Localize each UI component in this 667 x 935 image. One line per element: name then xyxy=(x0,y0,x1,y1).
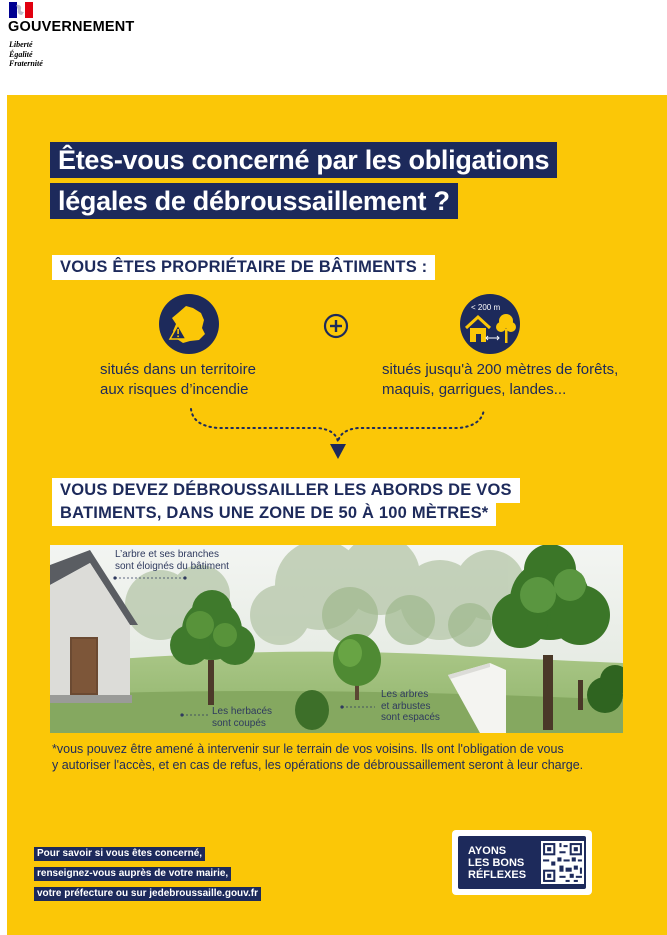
label-tree-distance xyxy=(115,549,229,572)
motto-fraternite: Fraternité xyxy=(9,59,43,68)
badge-line-3: RÉFLEXES xyxy=(468,869,527,881)
obligation-banner-line-2: BATIMENTS, DANS UNE ZONE DE 50 À 100 MÈTRES* xyxy=(52,501,496,526)
condition-forest-line-2: maquis, garrigues, landes... xyxy=(382,381,567,398)
footnote xyxy=(52,742,612,773)
info-link[interactable]: votre préfecture ou sur jedebroussaille.gouv.fr xyxy=(34,887,261,901)
label-space-line-2: et arbustes xyxy=(381,700,431,712)
label-herb-line-1: Les herbacés xyxy=(212,706,273,717)
house-near-forest-icon xyxy=(460,294,520,354)
badge-line-2: LES BONS xyxy=(468,857,525,869)
condition-forest-line-1: situés jusqu'à 200 mètres de forêts, xyxy=(382,361,619,378)
label-tree-line-1: L’arbre et ses branches xyxy=(115,549,219,560)
page-title-line-2: légales de débroussaillement ? xyxy=(50,183,458,219)
motto-egalite: Égalité xyxy=(9,49,33,59)
qr-code-icon[interactable] xyxy=(541,841,584,884)
label-space-line-3: sont espacés xyxy=(381,712,440,723)
clearing-illustration xyxy=(50,545,623,733)
reflexes-badge-inner xyxy=(458,836,586,889)
info-line-1: Pour savoir si vous êtes concerné, xyxy=(34,847,205,861)
badge-line-1: AYONS xyxy=(468,845,507,857)
condition-fire-risk xyxy=(100,360,320,400)
arrow-down-icon xyxy=(330,444,346,459)
label-tree-line-2: sont éloignés du bâtiment xyxy=(115,560,229,572)
gov-motto xyxy=(9,40,43,69)
marianne-logo-icon xyxy=(9,2,33,18)
condition-fire-risk-line-2: aux risques d’incendie xyxy=(100,381,249,398)
info-box xyxy=(34,843,261,903)
obligation-banner-line-1: VOUS DEVEZ DÉBROUSSAILLER LES ABORDS DE VOS xyxy=(52,478,520,503)
page-title-line-1: Êtes-vous concerné par les obligations xyxy=(50,142,557,178)
footnote-line-1: *vous pouvez être amené à intervenir sur le terrain de vos voisins. Ils ont l'obligation de vous xyxy=(52,742,564,756)
info-line-2: renseignez-vous auprès de votre mairie, xyxy=(34,867,231,881)
motto-liberte: Liberté xyxy=(9,40,33,49)
footnote-line-2: y autoriser l'accès, et en cas de refus, les opérations de débroussaillement seront à leur charge. xyxy=(52,757,584,772)
label-herbs-cut xyxy=(212,706,272,729)
france-fire-risk-icon xyxy=(159,294,219,354)
condition-fire-risk-line-1: situés dans un territoire xyxy=(100,361,256,378)
label-space-line-1: Les arbres xyxy=(381,689,429,700)
plus-icon xyxy=(323,313,349,339)
gov-title: GOUVERNEMENT xyxy=(8,19,135,35)
reflexes-badge xyxy=(452,830,592,895)
distance-label: < 200 m xyxy=(471,303,501,312)
owner-banner: VOUS ÊTES PROPRIÉTAIRE DE BÂTIMENTS : xyxy=(52,255,435,280)
dotted-connector xyxy=(188,404,488,464)
condition-forest-distance xyxy=(382,360,652,400)
header xyxy=(0,0,667,95)
label-trees-spaced xyxy=(381,689,440,724)
label-herb-line-2: sont coupés xyxy=(212,717,266,729)
badge-text xyxy=(468,845,526,881)
